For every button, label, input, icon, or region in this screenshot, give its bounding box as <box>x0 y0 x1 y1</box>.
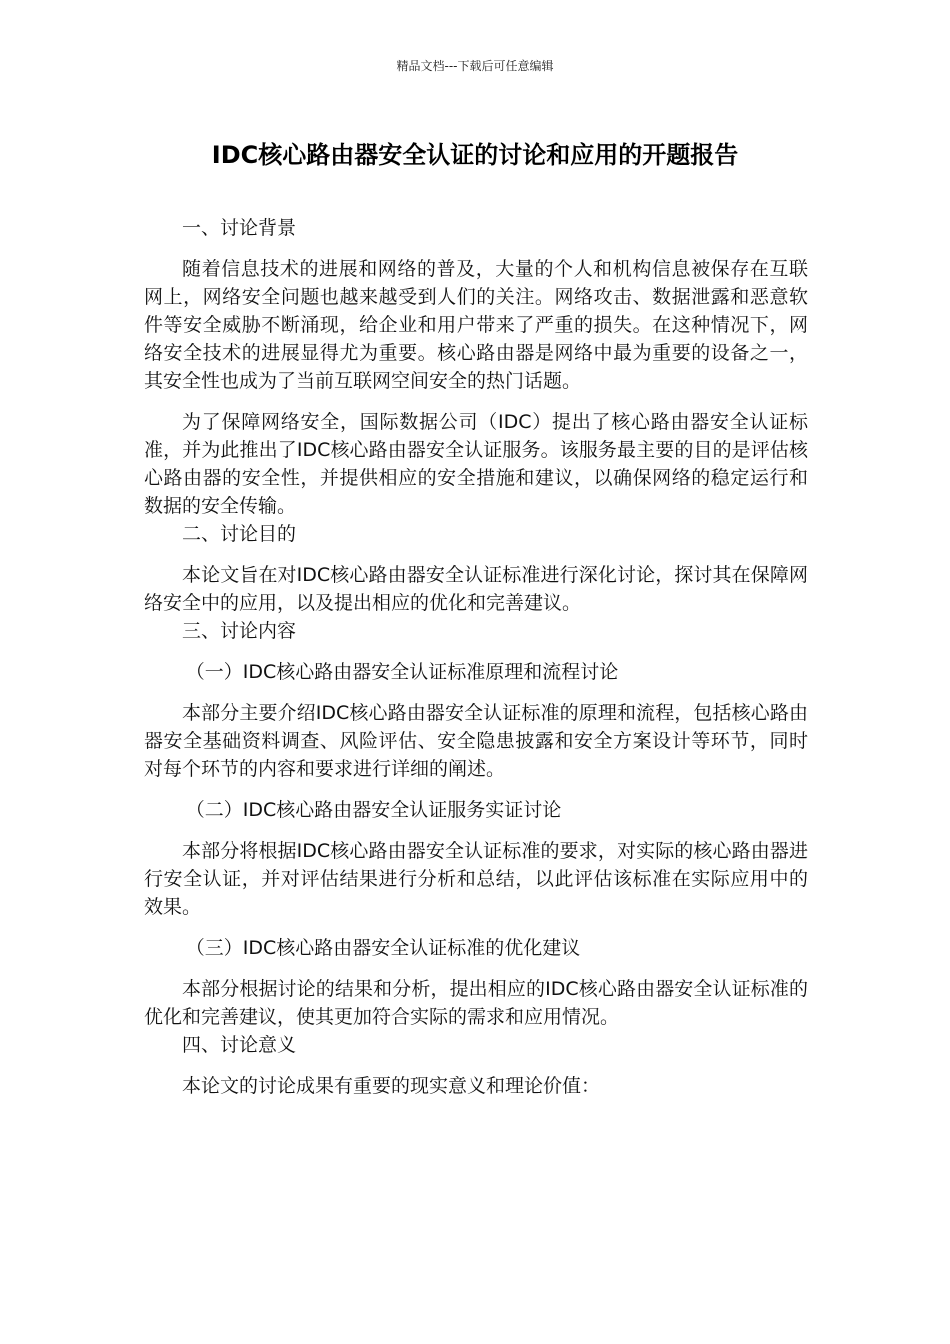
section-heading-significance: 四、讨论意义 <box>182 1034 297 1056</box>
document-body <box>144 214 808 1100</box>
paragraph-principle-process: 本部分主要介绍IDC核心路由器安全认证标准的原理和流程，包括核心路由器安全基础资料调查、风险评估、安全隐患披露和安全方案设计等环节，同时对每个环节的内容和要求进行详细的阐述。 <box>144 702 808 780</box>
subheading-empirical: （二）IDC核心路由器安全认证服务实证讨论 <box>185 799 562 821</box>
header-note: 精品文档---下载后可任意编辑 <box>396 59 554 73</box>
paragraph-empirical: 本部分将根据IDC核心路由器安全认证标准的要求，对实际的核心路由器进行安全认证，并对评估结果进行分析和总结，以此评估该标准在实际应用中的效果。 <box>144 840 808 918</box>
section-heading-content: 三、讨论内容 <box>182 620 297 642</box>
subheading-optimization: （三）IDC核心路由器安全认证标准的优化建议 <box>185 937 581 959</box>
paragraph-purpose: 本论文旨在对IDC核心路由器安全认证标准进行深化讨论，探讨其在保障网络安全中的应用，以及提出相应的优化和完善建议。 <box>144 564 808 614</box>
section-heading-purpose: 二、讨论目的 <box>182 523 297 545</box>
paragraph-background-1: 随着信息技术的进展和网络的普及，大量的个人和机构信息被保存在互联网上，网络安全问题也越来越受到人们的关注。网络攻击、数据泄露和恶意软件等安全威胁不断涌现，给企业和用户带来了严重的损失。在这种情况下，网络安全技术的进展显得尤为重要。核心路由器是网络中最为重要的设备之一，其安全性也成为了当前互联网空间安全的热门话题。 <box>144 258 808 392</box>
subheading-principle-process: （一）IDC核心路由器安全认证标准原理和流程讨论 <box>185 661 619 683</box>
document-title: IDC核心路由器安全认证的讨论和应用的开题报告 <box>211 141 739 169</box>
paragraph-optimization: 本部分根据讨论的结果和分析，提出相应的IDC核心路由器安全认证标准的优化和完善建议，使其更加符合实际的需求和应用情况。 <box>144 978 808 1028</box>
section-heading-background: 一、讨论背景 <box>182 217 297 239</box>
paragraph-significance: 本论文的讨论成果有重要的现实意义和理论价值： <box>182 1075 601 1097</box>
paragraph-background-2: 为了保障网络安全，国际数据公司（IDC）提出了核心路由器安全认证标准，并为此推出了IDC核心路由器安全认证服务。该服务最主要的目的是评估核心路由器的安全性，并提供相应的安全措施和建议，以确保网络的稳定运行和数据的安全传输。 <box>144 411 808 517</box>
